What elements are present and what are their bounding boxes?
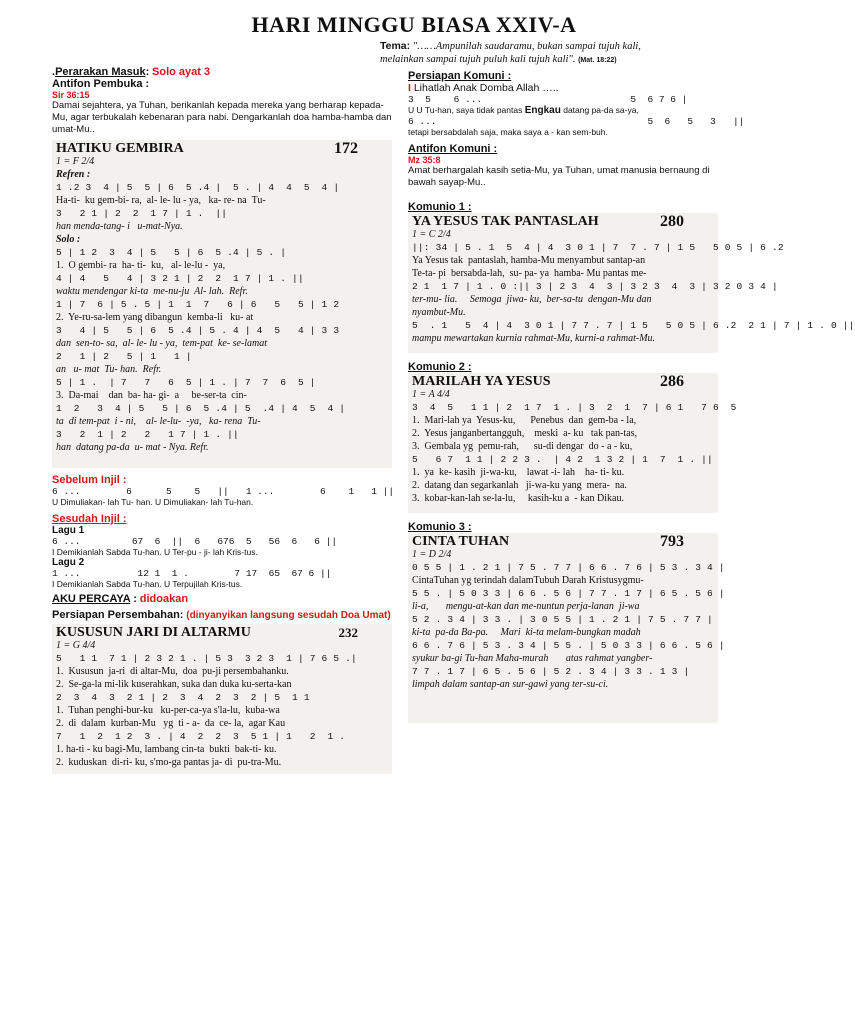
lyric-line: 2. Ye-ru-sa-lem yang dibangun kemba-li ku- at xyxy=(56,312,254,323)
song-key: 1 = C 2/4 xyxy=(412,229,451,240)
song-ya-yesus xyxy=(408,213,855,353)
theme-reference: (Mat. 18:22) xyxy=(578,57,617,64)
notation-line: 1 | 7 6 | 5 . 5 | 1 1 7 6 | 6 5 5 | 1 2 xyxy=(56,299,340,310)
notation-line: 3 4 5 1 1 | 2 1 7 1 . | 3 2 1 7 | 6 1 7 6 5 xyxy=(412,402,737,413)
notation-line: 5 5 . | 5 0 3 3 | 6 6 . 5 6 | 7 7 . 1 7 | 6 5 . 5 6 | xyxy=(412,588,725,599)
lagu1-label: Lagu 1 xyxy=(52,525,85,536)
song-title: KUSUSUN JARI DI ALTARMU xyxy=(56,625,251,640)
song-title: YA YESUS TAK PANTASLAH xyxy=(412,214,599,229)
song-title: CINTA TUHAN xyxy=(412,534,510,549)
notation-line: 2 1 | 2 5 | 1 1 | xyxy=(56,351,192,362)
pk-notes-1: 3 5 6 ... 5 6 7 6 | xyxy=(408,94,688,105)
song-key: 1 = F 2/4 xyxy=(56,156,95,167)
komunio3-label: Komunio 3 : xyxy=(408,521,472,533)
header xyxy=(0,12,768,67)
song-key: 1 = A 4/4 xyxy=(412,389,450,400)
lyric-line: 3. Gembala yg pemu-rah, su-di dengar do - a - ku, xyxy=(412,441,633,452)
song-hatiku-gembira xyxy=(52,140,392,468)
sebelum-injil-notes: 6 ... 6 5 5 || 1 ... 6 1 1 || xyxy=(52,486,395,497)
song-title: HATIKU GEMBIRA xyxy=(56,141,184,156)
aku-percaya-label: AKU PERCAYA xyxy=(52,593,131,605)
lyric-line: 2. di dalam kurban-Mu yg ti - a- da ce- la, agar Kau xyxy=(56,718,286,729)
pk-marker: I xyxy=(408,82,411,94)
notation-line: 6 6 . 7 6 | 5 3 . 3 4 | 5 5 . | 5 0 3 3 | 6 6 . 5 6 | xyxy=(412,640,725,651)
sesudah-injil-label: Sesudah Injil : xyxy=(52,513,127,525)
notation-line: 7 1 2 1 2 3 . | 4 2 2 3 5 1 | 1 2 1 . xyxy=(56,731,346,742)
notation-line: 3 4 | 5 5 | 6 5 .4 | 5 . 4 | 4 5 4 | 3 3 xyxy=(56,325,340,336)
lyric-line: 1. ha-ti - ku bagi-Mu, lambang cin-ta bukti bak-ti- ku. xyxy=(56,744,277,755)
lyric-line: han datang pa-da u- mat - Nya. Refr. xyxy=(56,442,209,453)
song-lines xyxy=(412,401,737,505)
lagu2-lyric: I Demikianlah Sabda Tu-han. U Terpujilah Kris-tus. xyxy=(52,579,243,589)
lagu2-notes: 1 ... 12 1 1 . 7 17 65 67 6 || xyxy=(52,568,332,579)
song-kususun-jari xyxy=(52,624,392,774)
persiapan-persembahan-note: (dinyanyikan langsung sesudah Doa Umat) xyxy=(186,610,391,621)
antifon-komuni-label: Antifon Komuni : xyxy=(408,143,498,155)
antifon-komuni-ref: Mz 35:8 xyxy=(408,155,441,165)
persiapan-persembahan-label: Persiapan Persembahan: xyxy=(52,609,184,621)
sebelum-injil-label: Sebelum Injil : xyxy=(52,474,127,486)
notation-line: 1 2 3 4 | 5 5 | 6 5 .4 | 5 .4 | 4 5 4 | xyxy=(56,403,346,414)
lagu2-label: Lagu 2 xyxy=(52,557,85,568)
lyric-line: Solo : xyxy=(56,234,81,245)
pk-lyric-1a: U Tu-han, saya tidak pantas xyxy=(416,105,523,115)
lyric-line: 1. Tuhan penghi-bur-ku ku-per-ca-ya s'la-lu, kuba-wa xyxy=(56,705,280,716)
lyric-line: 2. kuduskan di-ri- ku, s'mo-ga pantas ja- di pu-tra-Mu. xyxy=(56,757,282,768)
notation-line: 2 3 4 3 2 1 | 2 3 4 2 3 2 | 5 1 1 xyxy=(56,692,310,703)
pk-lyric-1b: Engkau xyxy=(524,105,561,116)
notation-line: 3 2 1 | 2 2 1 7 | 1 . || xyxy=(56,429,239,440)
lyric-line: ta di tem-pat i - ni, al- le-lu- -ya, ka- rena Tu- xyxy=(56,416,261,427)
right-column: Persiapan Komuni : I Lihatlah Anak Domba Allah ….. 3 5 6 ... 5 6 7 6 | U U Tu-han, saya tidak pantas Engkau datang pa-da sa-ya, 6 ... 5 6 5 3 || tetapi bersabdalah saja, maka saya a - kan sem-buh. Antifon Komuni : Mz 35:8 Amat berhargalah kasih setia-Mu, ya Tuhan, umat manusia bernaung di bawah sayap-Mu.. Komunio 1 : YA YESUS TAK PANTASLAH 280 1 = C 2/4 ||: 34 | 5 . 1 5 4 | 4 3 0 1 | 7 7 . 7 | 1 5 5 0 5 | 6 .2 Ya Yesus tak pantaslah, hamba-Mu menyambut santap-an Te-ta- pi bersabda-lah, su- pa- ya hamba- Mu pantas me- 2 1 1 7 | 1 . 0 :|| 3 | 2 3 4 3 | 3 2 3 4 3 | 3 2 0 3 4 | ter-mu- lia. Semoga jiwa- ku, ber-sa-tu dengan-Mu dan nyambut-Mu. 5 . 1 5 4 | 4 3 0 1 | 7 7 . 7 | 1 5 5 0 5 | 6 .2 2 1 | 7 | 1 . 0 || mampu mewartakan kurnia rahmat-Mu, kurni-a rahmat-Mu. Komunio 2 : MARILAH YA YESUS 286 1 = A 4/4 3 4 5 1 1 | 2 1 7 1 . | 3 2 1 7 | 6 1 7 6 5 1. Mari-lah ya Yesus-ku, Penebus dan gem-ba - la, 2. Yesus janganbertangguh, meski a- ku tak pan-tas, 3. Gembala yg pemu-rah, su-di dengar do - a - ku, 5 6 7 1 1 | 2 2 3 . | 4 2 1 3 2 | 1 7 1 . || 1. ya ke- kasih ji-wa-ku, lawat -i- lah ha- ti- ku. 2. datang dan segarkanlah ji-wa-ku yang mera- na. 3. kobar-kan-lah se-la-lu, kasih-ku a - kan Dikau. Komunio 3 : CINTA TUHAN 793 1 = D 2/4 0 5 5 | 1 . 2 1 | 7 5 . 7 7 | 6 6 . 7 6 | 5 3 . 3 4 | CintaTuhan yg terindah dalamTubuh Darah Kristusygmu- 5 5 . | 5 0 3 3 | 6 6 . 5 6 | 7 7 . 1 7 | 6 5 . 5 6 | li-a, mengu-at-kan dan me-nuntun perja-lanan ji-wa 5 2 . 3 4 | 3 3 . | 3 0 5 5 | 1 . 2 1 | 7 5 . 7 7 | ki-ta pa-da Ba-pa. Mari ki-ta melam-bungkan madah 6 6 . 7 6 | 5 3 . 3 4 | 5 5 . | 5 0 3 3 | 6 6 . 5 6 | syukur ba-gi Tu-han Maha-murah atas rahmat yangber- 7 7 . 1 7 | 6 5 . 5 6 | 5 2 . 3 4 | 3 3 . 1 3 | limpah dalam santap-an sur-gawi yang ter-su-ci. xyxy=(408,70,718,723)
lagu1-lyric: I Demikianlah Sabda Tu-han. U Ter-pu - ji- lah Kris-tus. xyxy=(52,547,258,557)
lyric-line: Te-ta- pi bersabda-lah, su- pa- ya hamba- Mu pantas me- xyxy=(412,268,647,279)
pk-lyric-1c: datang pa-da sa-ya, xyxy=(563,105,639,115)
page-title: HARI MINGGU BIASA XXIV-A xyxy=(251,12,577,37)
lyric-line: limpah dalam santap-an sur-gawi yang ter-su-ci. xyxy=(412,679,609,690)
sebelum-injil-lyric: U Dimuliakan- lah Tu- han. U Dimuliakan- lah Tu-han. xyxy=(52,497,254,507)
song-number: 793 xyxy=(660,533,684,550)
lyric-line: ki-ta pa-da Ba-pa. Mari ki-ta melam-bungkan madah xyxy=(412,627,641,638)
left-column: .Perarakan Masuk: Solo ayat 3 Antifon Pembuka : Sir 36:15 Damai sejahtera, ya Tuhan, berikanlah kepada mereka yang berharap kepada-Mu, agar terbukalah kebenaran para nabi. Dengarkanlah doa hamba-hamba dan umat-Mu.. HATIKU GEMBIRA 172 1 = F 2/4 Refren : 1 .2 3 4 | 5 5 | 6 5 .4 | 5 . | 4 4 5 4 | Ha-ti- ku gem-bi- ra, al- le- lu - ya, ka- re- na Tu- 3 2 1 | 2 2 1 7 | 1 . || han menda-tang- i u-mat-Nya. Solo : 5 | 1 2 3 4 | 5 5 | 6 5 .4 | 5 . | 1. O gembi- ra ha- ti- ku, al- le-lu - ya, 4 | 4 5 4 | 3 2 1 | 2 2 1 7 | 1 . || waktu mendengar ki-ta me-nu-ju Al- lah. Refr. 1 | 7 6 | 5 . 5 | 1 1 7 6 | 6 5 5 | 1 2 2. Ye-ru-sa-lem yang dibangun kemba-li ku- at 3 4 | 5 5 | 6 5 .4 | 5 . 4 | 4 5 4 | 3 3 dan sen-to- sa, al- le- lu - ya, tem-pat ke- se-lamat 2 1 | 2 5 | 1 1 | an u- mat Tu- han. Refr. 5 | 1 . | 7 7 6 5 | 1 . | 7 7 6 5 | 3. Da-mai dan ba- ha- gi- a be-ser-ta cin- 1 2 3 4 | 5 5 | 6 5 .4 | 5 .4 | 4 5 4 | ta di tem-pat i - ni, al- le-lu- -ya, ka- rena Tu- 3 2 1 | 2 2 1 7 | 1 . || han datang pa-da u- mat - Nya. Refr. Sebelum Injil : 6 ... 6 5 5 || 1 ... 6 1 1 || U Dimuliakan- lah Tu- han. U Dimuliakan- lah Tu-han. Sesudah Injil : Lagu 1 6 ... 67 6 || 6 676 5 56 6 6 || I Demikianlah Sabda Tu-han. U Ter-pu - ji- lah Kris-tus. Lagu 2 1 ... 12 1 1 . 7 17 65 67 6 || I Demikianlah Sabda Tu-han. U Terpujilah Kris-tus. AKU PERCAYA : didoakan Persiapan Persembahan: (dinyanyikan langsung sesudah Doa Umat) KUSUSUN JARI DI ALTARMU 232 1 = G 4/4 5 1 1 7 1 | 2 3 2 1 . | 5 3 3 2 3 1 | 7 6 5 .| 1. Kususun ja-ri di altar-Mu, doa pu-ji persembahanku. 2. Se-ga-la mi-lik kuserahkan, suka dan duka ku-serta-kan 2 3 4 3 2 1 | 2 3 4 2 3 2 | 5 1 1 1. Tuhan penghi-bur-ku ku-per-ca-ya s'la-lu, kuba-wa 2. di dalam kurban-Mu yg ti - a- da ce- la, agar Kau 7 1 2 1 2 3 . | 4 2 2 3 5 1 | 1 2 1 . 1. ha-ti - ku bagi-Mu, lambang cin-ta bukti bak-ti- ku. 2. kuduskan di-ri- ku, s'mo-ga pantas ja- di pu-tra-Mu. xyxy=(52,66,392,774)
notation-line: 5 2 . 3 4 | 3 3 . | 3 0 5 5 | 1 . 2 1 | 7 5 . 7 7 | xyxy=(412,614,713,625)
lyric-line: 3. kobar-kan-lah se-la-lu, kasih-ku a - kan Dikau. xyxy=(412,493,624,504)
lagu1-notes: 6 ... 67 6 || 6 676 5 56 6 6 || xyxy=(52,536,338,547)
notation-line: 2 1 1 7 | 1 . 0 :|| 3 | 2 3 4 3 | 3 2 3 4 3 | 3 2 0 3 4 | xyxy=(412,281,778,292)
lyric-line: li-a, mengu-at-kan dan me-nuntun perja-lanan ji-wa xyxy=(412,601,640,612)
song-lines xyxy=(56,181,388,454)
antifon-pembuka-text: Damai sejahtera, ya Tuhan, berikanlah kepada mereka yang berharap kepada-Mu, agar terbukalah kebenaran para nabi. Dengarkanlah doa hamba-hamba dan umat-Mu.. xyxy=(52,100,392,135)
persiapan-komuni-label: Persiapan Komuni : xyxy=(408,70,512,82)
notation-line: 5 | 1 2 3 4 | 5 5 | 6 5 .4 | 5 . | xyxy=(56,247,287,258)
antifon-pembuka-ref: Sir 36:15 xyxy=(52,90,90,100)
pk-title: Lihatlah Anak Domba Allah ….. xyxy=(413,82,559,94)
antifon-komuni-text: Amat berhargalah kasih setia-Mu, ya Tuhan, umat manusia bernaung di bawah sayap-Mu.. xyxy=(408,165,710,188)
song-number: 172 xyxy=(334,140,358,157)
notation-line: 5 | 1 . | 7 7 6 5 | 1 . | 7 7 6 5 | xyxy=(56,377,316,388)
lyric-line: nyambut-Mu. xyxy=(412,307,466,318)
notation-line: 1 .2 3 4 | 5 5 | 6 5 .4 | 5 . | 4 4 5 4 | xyxy=(56,182,340,193)
lyric-line: Ya Yesus tak pantaslah, hamba-Mu menyambut santap-an xyxy=(412,255,646,266)
notation-line: 4 | 4 5 4 | 3 2 1 | 2 2 1 7 | 1 . || xyxy=(56,273,304,284)
lyric-line: 1. O gembi- ra ha- ti- ku, al- le-lu - ya, xyxy=(56,260,226,271)
notation-line: 5 . 1 5 4 | 4 3 0 1 | 7 7 . 7 | 1 5 5 0 5 | 6 .2 2 1 | 7 | 1 . 0 || xyxy=(412,320,855,331)
lyric-line: 1. Mari-lah ya Yesus-ku, Penebus dan gem-ba - la, xyxy=(412,415,637,426)
notation-line: 3 2 1 | 2 2 1 7 | 1 . || xyxy=(56,208,228,219)
lyric-line: 2. Yesus janganbertangguh, meski a- ku tak pan-tas, xyxy=(412,428,637,439)
lyric-line: CintaTuhan yg terindah dalamTubuh Darah Kristusygmu- xyxy=(412,575,644,586)
song-key: 1 = G 4/4 xyxy=(56,640,96,651)
lyric-line: 2. datang dan segarkanlah ji-wa-ku yang mera- na. xyxy=(412,480,627,491)
komunio1-label: Komunio 1 : xyxy=(408,201,472,213)
song-lines xyxy=(412,241,855,345)
lyric-line: syukur ba-gi Tu-han Maha-murah atas rahmat yangber- xyxy=(412,653,653,664)
lyric-line: waktu mendengar ki-ta me-nu-ju Al- lah. Refr. xyxy=(56,286,248,297)
song-number: 280 xyxy=(660,213,684,230)
lyric-line: dan sen-to- sa, al- le- lu - ya, tem-pat ke- se-lamat xyxy=(56,338,268,349)
lyric-line: 3. Da-mai dan ba- ha- gi- a be-ser-ta cin- xyxy=(56,390,247,401)
perarakan-value: Solo ayat 3 xyxy=(152,66,211,78)
lyric-line: ter-mu- lia. Semoga jiwa- ku, ber-sa-tu dengan-Mu dan xyxy=(412,294,652,305)
lyric-line: mampu mewartakan kurnia rahmat-Mu, kurni-a rahmat-Mu. xyxy=(412,333,656,344)
song-number: 232 xyxy=(338,625,358,640)
aku-percaya-value: didoakan xyxy=(139,593,189,605)
song-title: MARILAH YA YESUS xyxy=(412,374,551,389)
theme-label: Tema: xyxy=(380,40,411,52)
song-key: 1 = D 2/4 xyxy=(412,549,452,560)
song-lines xyxy=(412,561,725,691)
lyric-line: an u- mat Tu- han. Refr. xyxy=(56,364,162,375)
notation-line: 7 7 . 1 7 | 6 5 . 5 6 | 5 2 . 3 4 | 3 3 . 1 3 | xyxy=(412,666,690,677)
song-number: 286 xyxy=(660,373,684,390)
refren-label: Refren : xyxy=(56,169,91,180)
notation-line: 5 1 1 7 1 | 2 3 2 1 . | 5 3 3 2 3 1 | 7 6 5 .| xyxy=(56,653,357,664)
lyric-line: han menda-tang- i u-mat-Nya. xyxy=(56,221,183,232)
lyric-line: 2. Se-ga-la mi-lik kuserahkan, suka dan duka ku-serta-kan xyxy=(56,679,292,690)
theme-text xyxy=(130,40,768,67)
lyric-line: 1. Kususun ja-ri di altar-Mu, doa pu-ji persembahanku. xyxy=(56,666,289,677)
perarakan-masuk: .Perarakan Masuk: Solo ayat 3 xyxy=(52,66,211,78)
pk-notes-2: 6 ... 5 6 5 3 || xyxy=(408,116,745,127)
song-lines xyxy=(56,652,388,769)
notation-line: 5 6 7 1 1 | 2 2 3 . | 4 2 1 3 2 | 1 7 1 . || xyxy=(412,454,713,465)
pk-lyric-2: tetapi bersabdalah saja, maka saya a - kan sem-buh. xyxy=(408,127,608,137)
lyric-line: Ha-ti- ku gem-bi- ra, al- le- lu - ya, ka- re- na Tu- xyxy=(56,195,266,206)
komunio2-label: Komunio 2 : xyxy=(408,361,472,373)
theme-line-1: "……Ampunilah saudaramu, bukan sampai tujuh kali, xyxy=(412,41,641,52)
antifon-pembuka-label: Antifon Pembuka : xyxy=(52,78,150,90)
song-cinta-tuhan xyxy=(408,533,725,723)
theme-line-2: melainkan sampai tujuh puluh kali tujuh kali". xyxy=(380,54,576,65)
lyric-line: 1. ya ke- kasih ji-wa-ku, lawat -i- lah ha- ti- ku. xyxy=(412,467,625,478)
notation-line: 0 5 5 | 1 . 2 1 | 7 5 . 7 7 | 6 6 . 7 6 | 5 3 . 3 4 | xyxy=(412,562,725,573)
perarakan-label: Perarakan Masuk xyxy=(55,66,146,78)
notation-line: ||: 34 | 5 . 1 5 4 | 4 3 0 1 | 7 7 . 7 | 1 5 5 0 5 | 6 .2 xyxy=(412,242,784,253)
song-marilah-ya-yesus xyxy=(408,373,737,513)
